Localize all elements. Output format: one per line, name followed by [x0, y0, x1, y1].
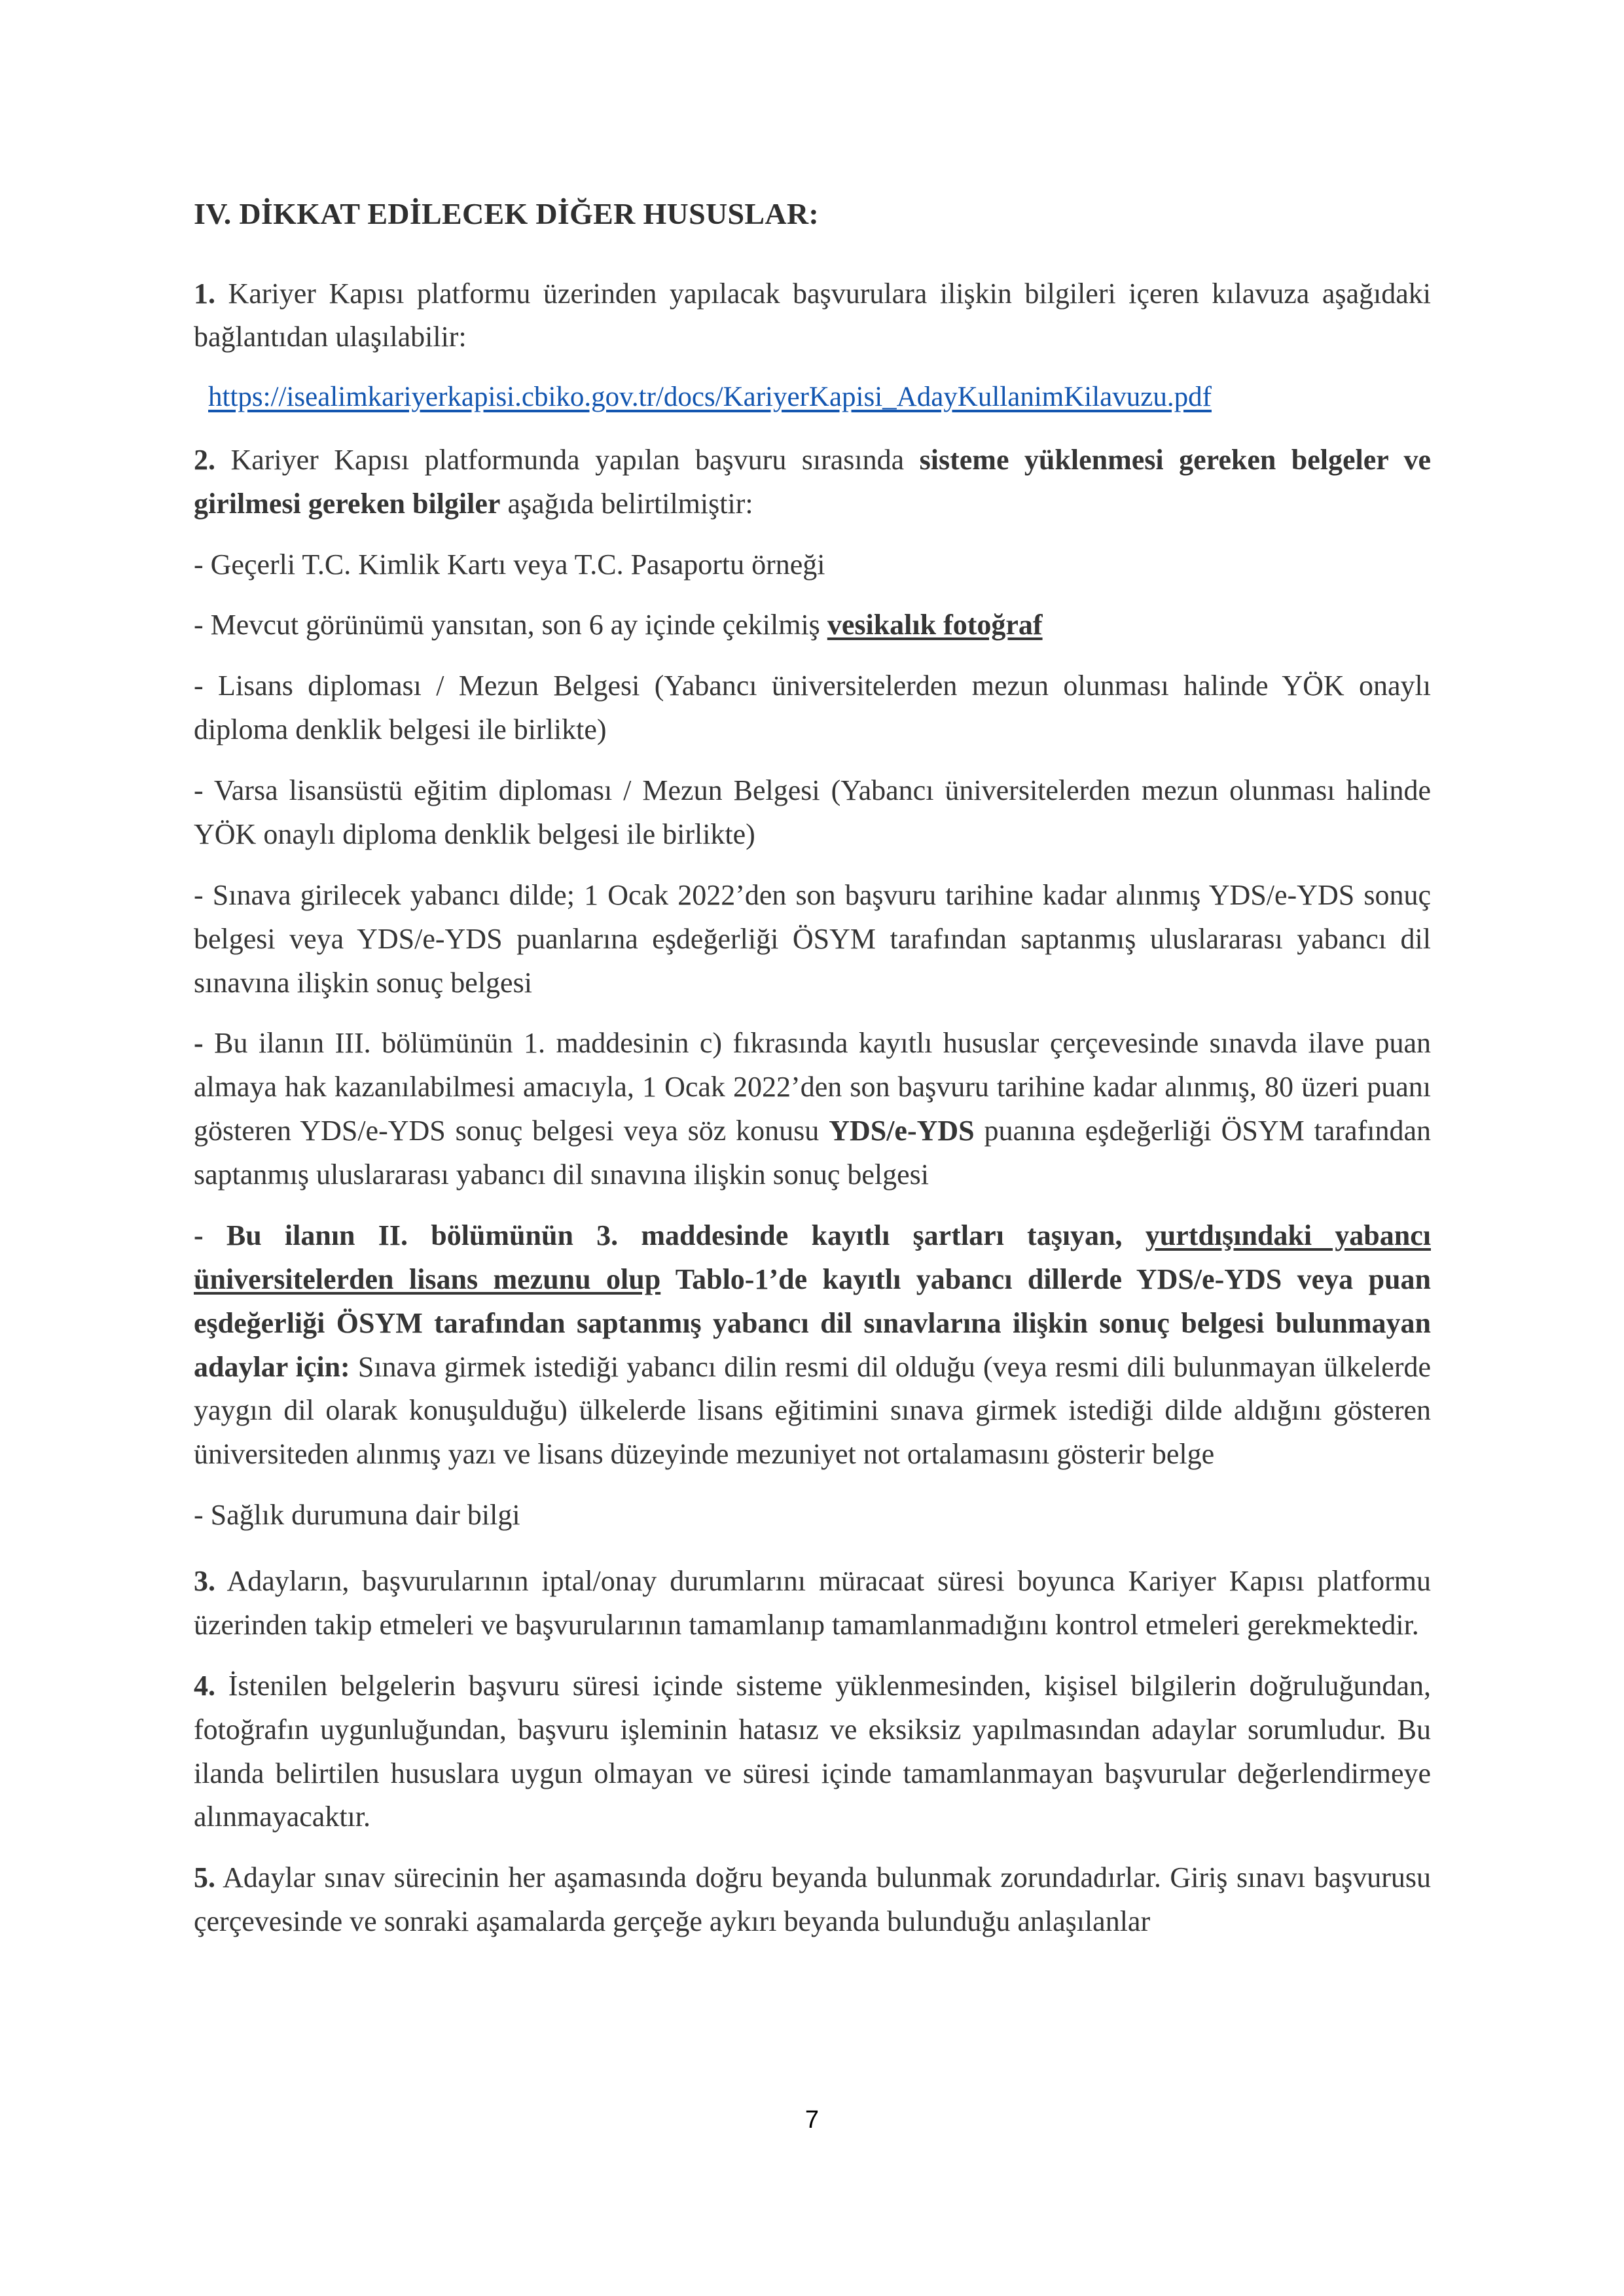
bullet-foreign-bold-mid: Tablo-1’de kayıtlı yabancı dillerde YDS/e-YDS veya puan eşdeğerliği ÖSYM tarafından saptanmış yabancı dil sınavlarına ilişkin sonuç belgesi bulunmayan adaylar için:	[194, 1263, 1431, 1383]
bullet-graduate-diploma: - Varsa lisansüstü eğitim diploması / Mezun Belgesi (Yabancı üniversitelerden mezun olunması halinde YÖK onaylı diploma denklik belgesi ile birlikte)	[194, 774, 1431, 850]
item-1-text: Kariyer Kapısı platformu üzerinden yapılacak başvurulara ilişkin bilgileri içeren kılavuza aşağıdaki bağlantıdan ulaşılabilir:	[194, 277, 1431, 353]
bullet-bonus-text-after: puanına eşdeğerliği ÖSYM tarafından saptanmış uluslararası yabancı dil sınavına ilişkin sonuç belgesi	[194, 1115, 1431, 1191]
paragraph-item-3	[194, 1560, 1431, 1647]
bullet-bonus-dash: -	[194, 1027, 215, 1060]
guide-link-line	[194, 376, 1431, 419]
item-2-bold-phrase: sisteme yüklenmesi gereken belgeler ve girilmesi gereken bilgiler	[194, 443, 1431, 520]
bullet-bachelor-diploma: - Lisans diploması / Mezun Belgesi (Yabancı üniversitelerden mezun olunması halinde YÖK onaylı diploma denklik belgesi ile birlikte)	[194, 670, 1431, 746]
bullet-health-information: - Sağlık durumuna dair bilgi	[194, 1499, 520, 1532]
page-title: IV. DİKKAT EDİLECEK DİĞER HUSUSLAR:	[194, 197, 820, 230]
item-2-number: 2.	[194, 443, 215, 476]
item-3-text: Adayların, başvurularının iptal/onay durumlarını müracaat süresi boyunca Kariyer Kapısı platformu üzerinden takip etmeleri ve başvurularının tamamlanıp tamamlanmadığını kontrol etmeleri gerekmektedir.	[194, 1565, 1431, 1641]
item-5-text: Adaylar sınav sürecinin her aşamasında doğru beyanda bulunmak zorundadırlar. Giriş sınavı başvurusu çerçevesinde ve sonraki aşamalarda gerçeğe aykırı beyanda bulunduğu anlaşılanlar	[194, 1861, 1431, 1938]
item-3-number: 3.	[194, 1565, 215, 1597]
bullet-bonus-text-before: Bu ilanın III. bölümünün 1. maddesinin c) fıkrasında kayıtlı hususlar çerçevesinde sınavda ilave puan almaya hak kazanılabilmesi amacıyla, 1 Ocak 2022’den son başvuru tarihine kadar alınmış, 80 üzeri puanı gösteren YDS/e-YDS sonuç belgesi veya söz konusu	[194, 1027, 1431, 1147]
bullet-foreign-university-graduates	[194, 1214, 1431, 1477]
item-1-number: 1.	[194, 277, 215, 310]
item-5-number: 5.	[194, 1861, 215, 1894]
paragraph-item-5	[194, 1856, 1431, 1944]
bullet-photo-text: - Mevcut görünümü yansıtan, son 6 ay içinde çekilmiş	[194, 609, 827, 641]
page-content	[194, 195, 1431, 1961]
item-2-text-before: Kariyer Kapısı platformunda yapılan başvuru sırasında	[215, 443, 920, 476]
page-number: 7	[804, 2106, 820, 2134]
candidate-guide-link[interactable]: https://isealimkariyerkapisi.cbiko.gov.tr/docs/KariyerKapisi_AdayKullanimKilavuzu.pdf	[208, 382, 1212, 413]
bullet-photo-emphasis: vesikalık fotoğraf	[827, 609, 1043, 641]
bullet-photo	[194, 603, 1431, 647]
item-4-text: İstenilen belgelerin başvuru süresi içinde sisteme yüklenmesinden, kişisel bilgilerin doğruluğundan, fotoğrafın uygunluğundan, başvuru işleminin hatasız ve eksiksiz yapılmasından adaylar sorumludur. Bu ilanda belirtilen hususlara uygun olmayan ve süresi içinde tamamlanmayan başvurular değerlendirmeye alınmayacaktır.	[194, 1669, 1431, 1833]
bullet-bonus-bold-yds: YDS/e-YDS	[829, 1115, 975, 1147]
item-4-number: 4.	[194, 1669, 215, 1702]
paragraph-item-4	[194, 1664, 1431, 1840]
bullet-identity-document: - Geçerli T.C. Kimlik Kartı veya T.C. Pasaportu örneği	[194, 548, 825, 581]
bullet-foreign-bold-before: - Bu ilanın II. bölümünün 3. maddesinde kayıtlı şartları taşıyan,	[194, 1219, 1146, 1251]
bullet-foreign-text-after: Sınava girmek istediği yabancı dilin resmi dil olduğu (veya resmi dili bulunmayan ülkelerde yaygın dil olarak konuşulduğu) ülkelerde lisans eğitimini sınava girmek istediği dilde aldığını gösteren üniversiteden alınmış yazı ve lisans düzeyinde mezuniyet not ortalamasını gösterir belge	[194, 1350, 1432, 1471]
bullet-language-exam-result: - Sınava girilecek yabancı dilde; 1 Ocak 2022’den son başvuru tarihine kadar alınmış YDS/e-YDS sonuç belgesi veya YDS/e-YDS puanlarına eşdeğerliği ÖSYM tarafından saptanmış uluslararası yabancı dil sınavına ilişkin sonuç belgesi	[194, 878, 1431, 999]
paragraph-item-2	[194, 439, 1431, 526]
bullet-bonus-points-language	[194, 1022, 1431, 1197]
bullet-foreign-bold-underline: yurtdışındaki yabancı üniversitelerden lisans mezunu olup	[194, 1219, 1431, 1295]
paragraph-item-1	[194, 272, 1431, 360]
item-2-text-after: aşağıda belirtilmiştir:	[500, 487, 753, 520]
